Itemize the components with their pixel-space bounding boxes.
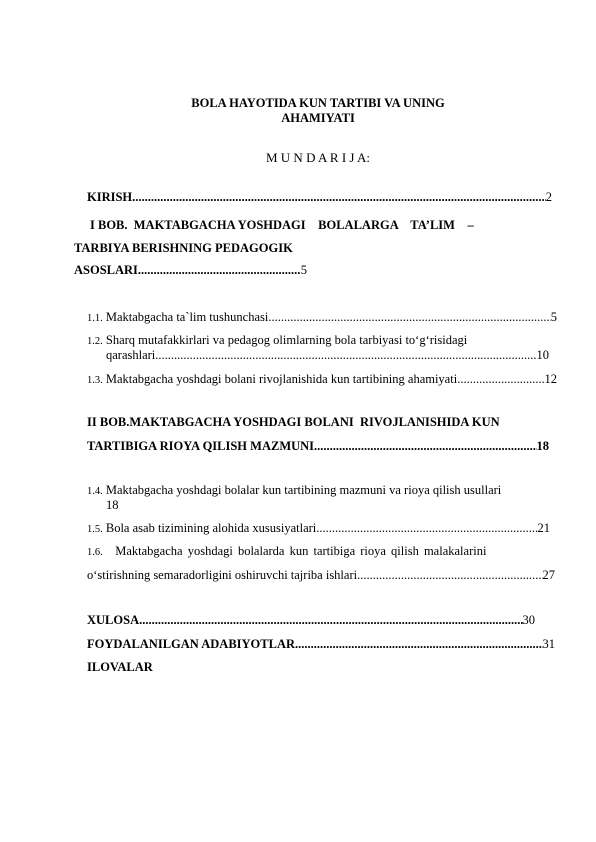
toc-entry-label: TARTIBIGA RIOYA QILISH MAZMUNI bbox=[87, 439, 315, 453]
dot-leader bbox=[316, 521, 537, 536]
toc-entry-page: 31 bbox=[542, 637, 555, 651]
document-title-line-2: AHAMIYATI bbox=[281, 111, 355, 125]
toc-item-label: Maktabgacha yoshdagi bolalar kun tartibining mazmuni va rioya qilish usullari bbox=[105, 483, 502, 497]
toc-item-label-continued: qarashlari bbox=[106, 348, 156, 362]
toc-entry-label: KIRISH bbox=[87, 190, 133, 204]
toc-item-1-1[interactable] bbox=[87, 310, 557, 325]
toc-item-page: 27 bbox=[542, 568, 555, 582]
toc-item-number: 1.3. bbox=[87, 375, 103, 386]
dot-leader bbox=[314, 439, 536, 454]
toc-chapter-1-line-2[interactable]: TARBIYA BERISHNING PEDAGOGIK bbox=[74, 241, 293, 255]
toc-item-1-6-continued[interactable] bbox=[87, 568, 555, 583]
toc-entry-page: 30 bbox=[522, 613, 535, 627]
toc-item-1-5[interactable] bbox=[87, 521, 550, 536]
toc-chapter-1-line-3[interactable] bbox=[74, 263, 307, 278]
toc-entry-label: XULOSA bbox=[87, 613, 140, 627]
dot-leader bbox=[155, 348, 536, 363]
toc-item-page: 12 bbox=[544, 372, 557, 386]
toc-item-number: 1.6. bbox=[87, 547, 103, 558]
toc-item-page: 10 bbox=[536, 348, 549, 362]
toc-item-number: 1.2. bbox=[87, 336, 103, 347]
toc-entry-page: 5 bbox=[300, 263, 307, 277]
dot-leader bbox=[139, 613, 522, 628]
dot-leader bbox=[138, 263, 301, 278]
toc-entry-conclusion[interactable] bbox=[87, 613, 535, 628]
toc-entry-label: FOYDALANILGAN ADABIYOTLAR bbox=[87, 637, 296, 651]
contents-heading: M U N D A R I J A: bbox=[265, 150, 371, 165]
toc-chapter-2-line-2[interactable] bbox=[87, 439, 549, 454]
dot-leader bbox=[295, 637, 542, 652]
toc-item-page: 18 bbox=[106, 498, 119, 512]
toc-item-number: 1.5. bbox=[87, 524, 103, 535]
toc-entry-page: 18 bbox=[536, 439, 549, 453]
toc-item-page: 5 bbox=[550, 310, 557, 324]
dot-leader bbox=[357, 568, 542, 583]
toc-entry-intro[interactable] bbox=[87, 190, 552, 205]
toc-entry-appendix[interactable]: ILOVALAR bbox=[87, 660, 153, 674]
dot-leader bbox=[268, 310, 550, 325]
toc-item-label: Maktabgacha ta`lim tushunchasi bbox=[105, 310, 269, 324]
dot-leader bbox=[132, 190, 546, 205]
toc-item-label-continued: o‘stirishning semaradorligini oshiruvchi tajriba ishlari bbox=[87, 568, 358, 582]
toc-entry-references[interactable] bbox=[87, 637, 555, 652]
toc-chapter-2-line-1[interactable]: II BOB.MAKTABGACHA YOSHDAGI BOLANI RIVOJLANISHIDA KUN bbox=[87, 415, 500, 429]
toc-item-1-4[interactable] bbox=[87, 483, 501, 498]
toc-item-number: 1.4. bbox=[87, 486, 103, 497]
toc-item-page: 21 bbox=[537, 521, 550, 535]
toc-item-label: Maktabgacha yoshdagi bolalarda kun tartibiga rioya qilish malakalarini bbox=[115, 544, 487, 558]
toc-entry-page: 2 bbox=[545, 190, 552, 204]
toc-item-1-2[interactable] bbox=[87, 333, 467, 348]
document-title-line-1: BOLA HAYOTIDA KUN TARTIBI VA UNING bbox=[191, 96, 445, 110]
toc-item-1-3[interactable] bbox=[87, 372, 557, 387]
toc-item-1-2-continued[interactable] bbox=[106, 348, 549, 363]
toc-item-label: Bola asab tizimining alohida xususiyatlari bbox=[105, 521, 317, 535]
toc-item-number: 1.1. bbox=[87, 313, 103, 324]
toc-entry-label: ASOSLARI bbox=[74, 263, 138, 277]
toc-item-label: Sharq mutafakkirlari va pedagog olimlarning bola tarbiyasi to‘g‘risidagi bbox=[105, 333, 468, 347]
toc-chapter-1-line-1[interactable]: I BOB. MAKTABGACHA YOSHDAGI BOLALARGA TA’LIM – bbox=[90, 218, 474, 232]
toc-item-label: Maktabgacha yoshdagi bolani rivojlanishida kun tartibining ahamiyati bbox=[105, 372, 458, 386]
dot-leader bbox=[457, 372, 544, 387]
